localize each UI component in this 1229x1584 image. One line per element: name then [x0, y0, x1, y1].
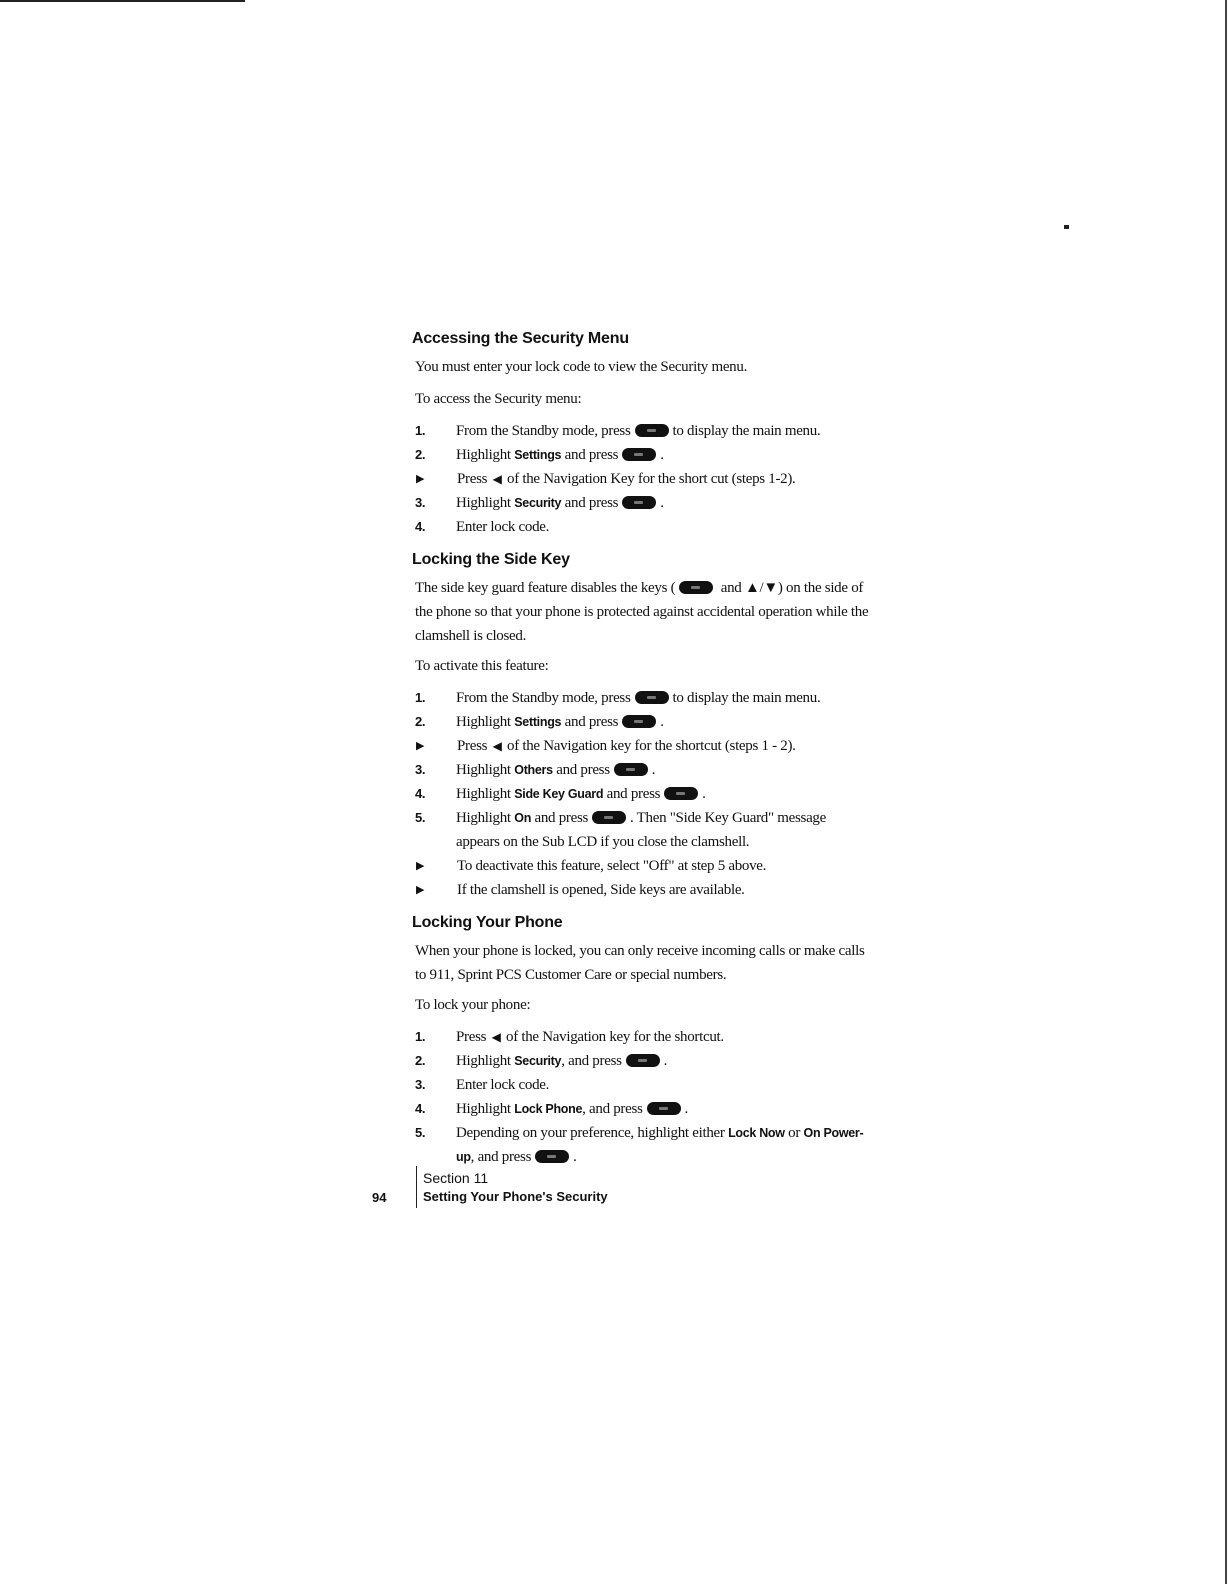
- step-number: 3.: [415, 1077, 426, 1092]
- steps-list: [412, 1025, 872, 1169]
- step-text: Enter lock code.: [456, 519, 550, 535]
- menu-keyword: Others: [514, 763, 553, 777]
- bullet-icon: ▶: [416, 740, 425, 752]
- left-arrow-icon: ◀: [492, 739, 502, 753]
- step-number: 1.: [415, 423, 426, 438]
- bullet-item: [412, 734, 872, 758]
- step-text: Highlight Settings and press .: [456, 447, 664, 463]
- ok-key-icon: [679, 581, 713, 594]
- step-number: 4.: [415, 1101, 426, 1116]
- steps-list: [412, 419, 872, 539]
- step-text: Depending on your preference, highlight either Lock Now or On Power-up, and press .: [456, 1125, 864, 1165]
- step-number: 1.: [415, 1029, 426, 1044]
- ok-key-icon: [647, 1102, 681, 1115]
- lead-text: To lock your phone:: [415, 997, 531, 1013]
- bullet-icon: ▶: [416, 473, 425, 485]
- step-text: Highlight On and press . Then "Side Key Guard" message appears on the Sub LCD if you close the clamshell.: [456, 810, 826, 850]
- menu-keyword: Security: [514, 1054, 562, 1068]
- step-item: [412, 758, 872, 782]
- heading-locking-your-phone: Locking Your Phone: [412, 914, 563, 931]
- heading-locking-side-key: Locking the Side Key: [412, 551, 570, 568]
- step-text: Highlight Security, and press .: [456, 1053, 668, 1069]
- step-text: From the Standby mode, press to display the main menu.: [456, 690, 821, 706]
- lead-text: To access the Security menu:: [415, 391, 582, 407]
- menu-keyword: On: [514, 811, 532, 825]
- step-text: Press ◀ of the Navigation key for the shortcut (steps 1 - 2).: [457, 738, 796, 754]
- step-number: 1.: [415, 690, 426, 705]
- step-item: [412, 806, 872, 854]
- bullet-item: [412, 878, 872, 902]
- step-item: [412, 491, 872, 515]
- description-text: When your phone is locked, you can only receive incoming calls or make calls to 911, Sprint PCS Customer Care or special numbers.: [415, 943, 865, 983]
- step-text: Highlight Settings and press .: [456, 714, 664, 730]
- scan-speck: [1064, 225, 1069, 229]
- step-text: Highlight Lock Phone, and press .: [456, 1101, 688, 1117]
- bullet-item: [412, 854, 872, 878]
- step-item: [412, 1049, 872, 1073]
- left-arrow-icon: ◀: [492, 472, 502, 486]
- bullet-item: [412, 467, 872, 491]
- step-number: 4.: [415, 786, 426, 801]
- step-text: If the clamshell is opened, Side keys are available.: [457, 882, 745, 898]
- step-number: 5.: [415, 810, 426, 825]
- step-number: 3.: [415, 495, 426, 510]
- heading-accessing-security-menu: Accessing the Security Menu: [412, 330, 629, 347]
- footer-section: Section 11: [423, 1170, 489, 1186]
- step-item: [412, 1025, 872, 1049]
- ok-key-icon: [664, 787, 698, 800]
- ok-key-icon: [622, 448, 656, 461]
- step-text: Highlight Side Key Guard and press .: [456, 786, 706, 802]
- ok-key-icon: [626, 1054, 660, 1067]
- step-number: 2.: [415, 447, 426, 462]
- menu-keyword: On Power-up: [456, 1126, 864, 1164]
- step-item: [412, 419, 872, 443]
- step-item: [412, 1121, 872, 1169]
- step-text: Press ◀ of the Navigation Key for the short cut (steps 1-2).: [457, 471, 796, 487]
- bullet-icon: ▶: [416, 860, 425, 872]
- menu-keyword: Lock Now: [728, 1126, 785, 1140]
- ok-key-icon: [622, 715, 656, 728]
- ok-key-icon: [535, 1150, 569, 1163]
- menu-key-icon: [635, 691, 669, 704]
- step-text: Highlight Security and press .: [456, 495, 664, 511]
- step-number: 2.: [415, 714, 426, 729]
- up-down-arrow-icon: ▲/▼: [744, 580, 778, 596]
- step-text: Enter lock code.: [456, 1077, 550, 1093]
- left-arrow-icon: ◀: [491, 1030, 501, 1044]
- step-number: 5.: [415, 1125, 426, 1140]
- page-content: [412, 330, 872, 1175]
- step-item: [412, 1073, 872, 1097]
- step-item: [412, 1097, 872, 1121]
- steps-list: [412, 686, 872, 902]
- step-number: 2.: [415, 1053, 426, 1068]
- page-number: 94: [372, 1190, 387, 1205]
- step-item: [412, 782, 872, 806]
- step-item: [412, 515, 872, 539]
- menu-key-icon: [635, 424, 669, 437]
- menu-keyword: Side Key Guard: [514, 787, 604, 801]
- menu-keyword: Security: [514, 496, 562, 510]
- menu-keyword: Settings: [514, 715, 562, 729]
- lead-text: To activate this feature:: [415, 658, 549, 674]
- footer-title: Setting Your Phone's Security: [423, 1189, 608, 1204]
- step-item: [412, 710, 872, 734]
- footer-divider: [416, 1166, 417, 1208]
- step-text: To deactivate this feature, select "Off" at step 5 above.: [457, 858, 767, 874]
- step-text: From the Standby mode, press to display the main menu.: [456, 423, 821, 439]
- scan-top-rule: [0, 0, 245, 2]
- step-text: Press ◀ of the Navigation key for the shortcut.: [456, 1029, 724, 1045]
- bullet-icon: ▶: [416, 884, 425, 896]
- ok-key-icon: [592, 811, 626, 824]
- step-item: [412, 686, 872, 710]
- description-text: The side key guard feature disables the keys ( and ▲/▼) on the side of the phone so that your phone is protected against accidental operation while the clamshell is closed.: [415, 580, 869, 644]
- menu-keyword: Lock Phone: [514, 1102, 583, 1116]
- scan-right-edge: [1225, 0, 1227, 1584]
- ok-key-icon: [622, 496, 656, 509]
- step-number: 3.: [415, 762, 426, 777]
- step-number: 4.: [415, 519, 426, 534]
- intro-text: You must enter your lock code to view the Security menu.: [415, 359, 748, 375]
- step-item: [412, 443, 872, 467]
- step-text: Highlight Others and press .: [456, 762, 656, 778]
- menu-keyword: Settings: [514, 448, 562, 462]
- ok-key-icon: [614, 763, 648, 776]
